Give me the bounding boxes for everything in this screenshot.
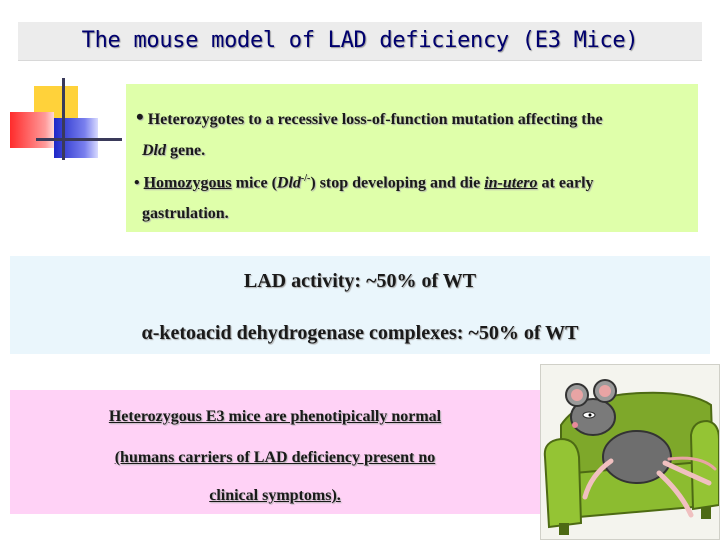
bullet-text: Heterozygotes to a recessive loss-of-function mutation affecting the: [147, 111, 603, 128]
pink-line-2: (humans carriers of LAD deficiency present no: [114, 449, 436, 466]
alpha-symbol: α: [141, 322, 153, 344]
mice-text: mice (: [235, 174, 277, 192]
stop-developing-text: ) stop developing and die: [310, 174, 481, 192]
decorative-vertical-line: [62, 78, 65, 160]
ketoacid-text: [0, 322, 720, 345]
dld-text: Dld: [276, 174, 301, 192]
ketoacid-label: -ketoacid dehydrogenase complexes: ~50% of WT: [152, 322, 579, 344]
bullet-dot: •: [134, 174, 140, 192]
mouse-on-sofa-illustration: [540, 364, 720, 540]
bullet-heterozygotes: [136, 104, 696, 130]
bullet-dot: •: [136, 104, 144, 129]
pink-line-3: clinical symptoms).: [209, 487, 341, 504]
pink-line-1: Heterozygous E3 mice are phenotipically normal: [108, 408, 442, 425]
gene-suffix: gene.: [170, 142, 206, 159]
title-bar: [18, 22, 702, 61]
bullet-homozygous: [134, 173, 694, 192]
bullet-heterozygotes-cont: [142, 142, 205, 160]
slide-title: The mouse model of LAD deficiency (E3 Mice): [81, 28, 639, 53]
at-early-text: at early: [541, 174, 594, 192]
homozygous-word: Homozygous: [143, 174, 232, 192]
decorative-red-square: [10, 112, 54, 148]
genotype-superscript: -/-: [300, 173, 311, 184]
in-utero-text: in-utero: [484, 174, 538, 192]
decorative-horizontal-line: [36, 138, 122, 141]
bullet-homozygous-cont: gastrulation.: [142, 205, 229, 222]
lad-activity-text: LAD activity: ~50% of WT: [243, 270, 477, 292]
gene-name: Dld: [142, 142, 166, 159]
mouse-sofa-svg: [541, 365, 719, 539]
